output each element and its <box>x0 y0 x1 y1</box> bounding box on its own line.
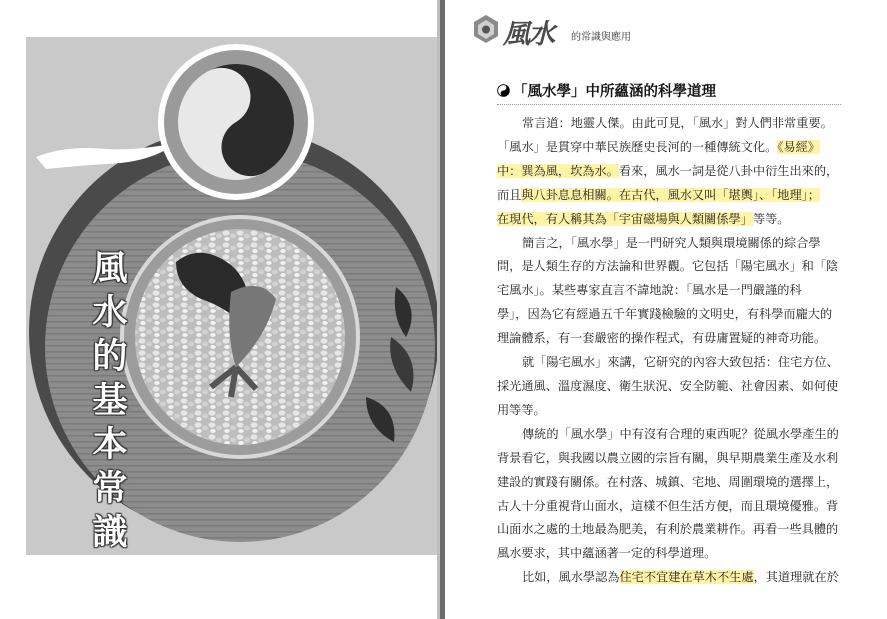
text-line <box>497 399 843 423</box>
highlighted-text: 《易經》 <box>777 139 820 154</box>
text-line <box>497 232 843 256</box>
text-run: 建設的實踐有關係。在村落、城鎮、宅地、周圍環境的選擇上， <box>497 474 839 489</box>
title-char: 基 <box>92 380 128 421</box>
text-run: 而且 <box>497 187 522 202</box>
text-line <box>497 184 843 208</box>
text-line <box>497 160 843 184</box>
text-run: 「風水」是貫穿中華民族歷史長河的一種傳統文化。 <box>497 139 778 154</box>
text-line <box>497 495 843 519</box>
highlighted-text: 住宅不宜建在草木不生處 <box>619 570 754 585</box>
text-run: 採光通風、溫度濕度、衛生狀況、安全防範、社會因素、如何使 <box>497 378 839 393</box>
text-line <box>497 136 843 160</box>
text-run: 傳統的「風水學」中有沒有合理的東西呢？從風水學產生的 <box>522 426 839 441</box>
text-run: 用等等。 <box>497 402 546 417</box>
highlighted-text: 在現代，有人稱其為「宇宙磁場與人類關係學」 <box>497 211 753 226</box>
text-line <box>497 447 843 471</box>
text-run: 背景看它，與我國以農立國的宗旨有關，與早期農業生產及水利 <box>497 450 839 465</box>
text-line <box>497 542 843 566</box>
text-line <box>497 423 843 447</box>
chapter-photo-panel <box>26 37 438 555</box>
title-char: 常 <box>92 468 128 509</box>
title-char: 水 <box>92 292 128 333</box>
text-run: 就「陽宅風水」來講，它研究的內容大致包括：住宅方位、 <box>522 355 839 370</box>
text-run: 常言道：地靈人傑。由此可見，「風水」對人們非常重要。 <box>522 116 833 130</box>
highlighted-text: 中：巽為風，坎為水。 <box>497 163 619 178</box>
text-line <box>497 375 843 399</box>
text-run: 學」，因為它有經過五千年實踐檢驗的文明史，有科學而龐大的 <box>497 307 833 322</box>
text-line <box>497 303 843 327</box>
text-run: 比如，風水學認為 <box>522 570 620 585</box>
text-run: 看來，風水一詞是從八卦中衍生出來的， <box>618 163 839 178</box>
text-line <box>497 351 843 375</box>
title-char: 識 <box>92 512 128 553</box>
header-subtitle: 的常識與應用 <box>571 32 631 43</box>
text-run: 等等。 <box>752 211 790 226</box>
section-title: 「風水學」中所蘊涵的科學道理 <box>513 84 716 100</box>
running-header <box>473 10 773 50</box>
text-run: 簡言之，「風水學」是一門研究人類與環境關係的綜合學 <box>522 235 821 250</box>
text-line <box>497 471 843 495</box>
yin-yang-icon <box>497 84 510 97</box>
header-logo-text: 風水 <box>503 19 553 50</box>
text-run: 理論體系，有一套嚴密的操作程式，有毋庸置疑的神奇功能。 <box>497 331 827 346</box>
body-text <box>497 112 843 590</box>
text-line <box>497 518 843 542</box>
title-char: 的 <box>92 336 128 377</box>
text-run: 山面水之處的土地最為肥美，有利於農業耕作。再看一些具體的 <box>497 522 839 537</box>
title-char: 本 <box>92 424 128 465</box>
section-heading <box>497 80 841 105</box>
text-line <box>497 208 843 232</box>
text-run: 古人十分重視背山面水，這樣不但生活方便，而且環境優雅。背 <box>497 498 839 513</box>
highlighted-text: 與八卦息息相關。在古代，風水又叫「堪輿」、「地理」； <box>521 187 820 202</box>
text-line <box>497 255 843 279</box>
text-line <box>497 566 843 590</box>
text-line <box>497 327 843 351</box>
title-char: 風 <box>92 248 128 289</box>
compass-logo-icon <box>473 14 499 44</box>
text-run: 問，是人類生存的方法論和世界觀。它包括「陽宅風水」和「陰 <box>497 259 839 274</box>
text-run: ，其道理就在於 <box>753 570 839 585</box>
left-page <box>0 0 438 619</box>
right-page <box>445 0 887 619</box>
chapter-vertical-title <box>74 247 146 555</box>
text-run: 宅風水」。某些專家直言不諱地說：「風水是一門嚴謹的科 <box>497 283 802 298</box>
text-run: 風水要求，其中蘊涵著一定的科學道理。 <box>497 546 717 561</box>
text-line <box>497 112 843 136</box>
text-line <box>497 279 843 303</box>
